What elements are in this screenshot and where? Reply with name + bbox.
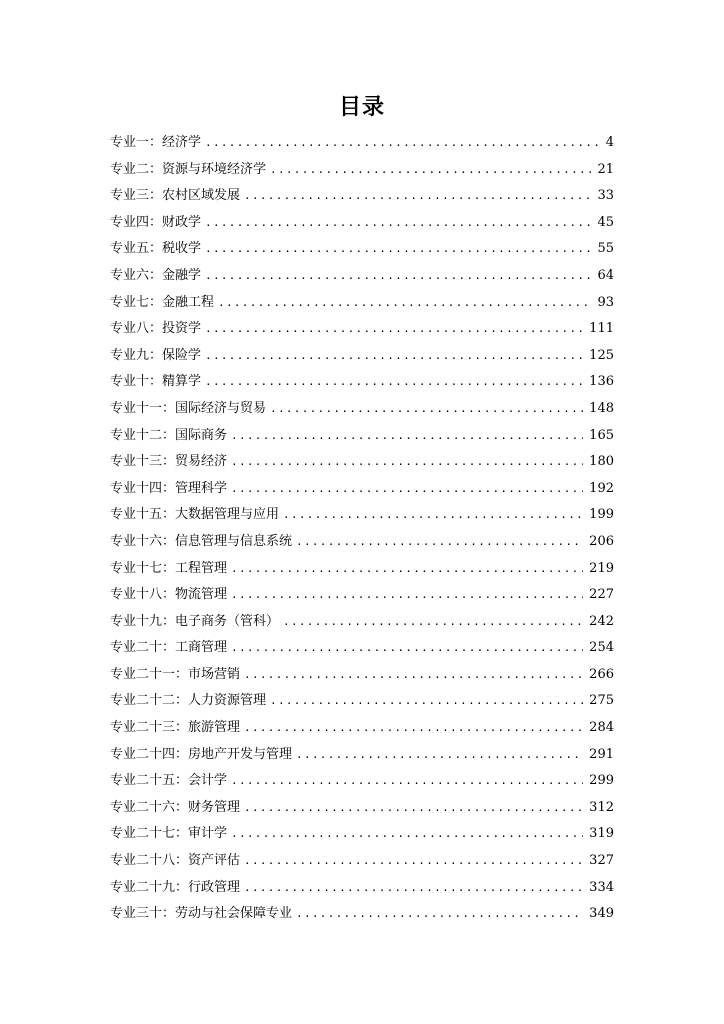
toc-entry-page-number: 206	[589, 533, 614, 549]
toc-entry-page-number: 4	[605, 135, 614, 150]
toc-dot-leader	[244, 875, 583, 902]
toc-entry-page-number: 266	[589, 666, 614, 682]
toc-dot-leader	[244, 795, 583, 822]
toc-entry-page-number: 136	[589, 374, 614, 390]
toc-entry-label: 专业五：税收学	[110, 241, 202, 257]
toc-entry-page-number: 254	[589, 640, 614, 656]
toc-entry-label: 专业十：精算学	[110, 374, 202, 390]
toc-entry-label: 专业十一：国际经济与贸易	[110, 400, 267, 416]
toc-entry-label: 专业十八：物流管理	[110, 587, 228, 603]
toc-dot-leader	[205, 210, 591, 237]
toc-dot-leader	[205, 130, 600, 157]
toc-entry-page-number: 275	[589, 693, 614, 709]
toc-entry-page-number: 291	[589, 746, 614, 762]
toc-entry-label: 专业二十三：旅游管理	[110, 720, 241, 736]
toc-entry[interactable]	[110, 795, 614, 822]
toc-dot-leader	[231, 635, 583, 662]
toc-dot-leader	[283, 609, 583, 636]
toc-entry-page-number: 284	[589, 720, 614, 736]
toc-dot-leader	[231, 423, 583, 450]
toc-entry-page-number: 148	[589, 400, 614, 416]
toc-entry-label: 专业二十六：财务管理	[110, 799, 241, 815]
toc-dot-leader	[205, 263, 591, 290]
toc-entry[interactable]	[110, 263, 614, 290]
toc-entry-page-number: 192	[589, 480, 614, 496]
toc-entry[interactable]	[110, 715, 614, 742]
toc-entry-page-number: 180	[589, 454, 614, 470]
toc-entry[interactable]	[110, 742, 614, 769]
toc-entry-page-number: 219	[589, 560, 614, 576]
toc-dot-leader	[231, 821, 583, 848]
toc-entry[interactable]	[110, 343, 614, 370]
toc-entry-page-number: 334	[589, 879, 614, 895]
toc-list	[110, 130, 614, 928]
toc-entry-page-number: 242	[589, 613, 614, 629]
toc-dot-leader	[231, 582, 583, 609]
toc-entry[interactable]	[110, 768, 614, 795]
toc-entry-label: 专业二十五：会计学	[110, 773, 228, 789]
toc-dot-leader	[244, 715, 583, 742]
toc-entry-page-number: 199	[589, 507, 614, 523]
toc-entry-label: 专业三：农村区域发展	[110, 188, 241, 204]
toc-entry[interactable]	[110, 901, 614, 928]
toc-entry[interactable]	[110, 688, 614, 715]
toc-dot-leader	[244, 183, 591, 210]
toc-entry[interactable]	[110, 609, 614, 636]
toc-entry-label: 专业七：金融工程	[110, 294, 215, 310]
toc-entry-label: 专业一：经济学	[110, 135, 202, 150]
toc-entry-label: 专业四：财政学	[110, 214, 202, 230]
toc-entry-label: 专业十三：贸易经济	[110, 454, 228, 470]
toc-entry-page-number: 93	[597, 294, 614, 310]
toc-entry[interactable]	[110, 476, 614, 503]
toc-entry-label: 专业二：资源与环境经济学	[110, 161, 267, 177]
toc-dot-leader	[231, 476, 583, 503]
toc-entry[interactable]	[110, 875, 614, 902]
toc-entry[interactable]	[110, 236, 614, 263]
toc-entry[interactable]	[110, 396, 614, 423]
toc-entry-page-number: 165	[589, 427, 614, 443]
toc-dot-leader	[270, 157, 591, 184]
toc-entry[interactable]	[110, 369, 614, 396]
toc-entry[interactable]	[110, 662, 614, 689]
toc-entry[interactable]	[110, 556, 614, 583]
toc-entry[interactable]	[110, 210, 614, 237]
toc-dot-leader	[270, 396, 583, 423]
toc-entry[interactable]	[110, 290, 614, 317]
toc-title: 目录	[338, 95, 385, 120]
toc-entry-label: 专业二十四：房地产开发与管理	[110, 746, 293, 762]
toc-dot-leader	[205, 236, 591, 263]
toc-dot-leader	[296, 901, 583, 928]
toc-entry-label: 专业十二：国际商务	[110, 427, 228, 443]
toc-entry[interactable]	[110, 821, 614, 848]
toc-entry[interactable]	[110, 130, 614, 157]
toc-dot-leader	[231, 556, 583, 583]
toc-entry-page-number: 227	[589, 587, 614, 603]
toc-entry-label: 专业十五：大数据管理与应用	[110, 507, 280, 523]
toc-entry[interactable]	[110, 183, 614, 210]
toc-dot-leader	[244, 662, 583, 689]
toc-entry-page-number: 312	[589, 799, 614, 815]
toc-entry-page-number: 33	[597, 188, 614, 204]
toc-dot-leader	[244, 848, 583, 875]
toc-dot-leader	[283, 502, 583, 529]
toc-entry[interactable]	[110, 529, 614, 556]
toc-entry[interactable]	[110, 582, 614, 609]
toc-entry[interactable]	[110, 635, 614, 662]
toc-entry-label: 专业三十：劳动与社会保障专业	[110, 906, 293, 922]
toc-entry-page-number: 45	[597, 214, 614, 230]
toc-entry[interactable]	[110, 502, 614, 529]
toc-entry-label: 专业二十九：行政管理	[110, 879, 241, 895]
toc-entry-label: 专业十七：工程管理	[110, 560, 228, 576]
toc-entry-page-number: 111	[589, 321, 614, 337]
toc-entry-page-number: 299	[589, 773, 614, 789]
toc-entry-page-number: 125	[589, 347, 614, 363]
toc-entry-label: 专业二十：工商管理	[110, 640, 228, 656]
toc-entry-page-number: 64	[597, 267, 614, 283]
toc-dot-leader	[205, 343, 583, 370]
toc-entry-page-number: 55	[597, 241, 614, 257]
toc-dot-leader	[231, 449, 583, 476]
toc-entry-page-number: 21	[597, 161, 614, 177]
toc-entry[interactable]	[110, 449, 614, 476]
toc-dot-leader	[218, 290, 591, 317]
toc-dot-leader	[270, 688, 583, 715]
toc-entry-label: 专业九：保险学	[110, 347, 202, 363]
toc-entry-page-number: 327	[589, 853, 614, 869]
toc-entry-page-number: 319	[589, 826, 614, 842]
toc-dot-leader	[296, 529, 583, 556]
toc-entry[interactable]	[110, 423, 614, 450]
toc-entry-label: 专业十九：电子商务（管科）	[110, 613, 280, 629]
toc-entry-page-number: 349	[589, 906, 614, 922]
toc-entry-label: 专业八：投资学	[110, 321, 202, 337]
toc-entry-label: 专业十六：信息管理与信息系统	[110, 533, 293, 549]
toc-entry[interactable]	[110, 157, 614, 184]
toc-entry-label: 专业六：金融学	[110, 267, 202, 283]
toc-entry[interactable]	[110, 316, 614, 343]
toc-entry-label: 专业十四：管理科学	[110, 480, 228, 496]
toc-entry-label: 专业二十一：市场营销	[110, 666, 241, 682]
toc-entry-label: 专业二十八：资产评估	[110, 853, 241, 869]
toc-entry-label: 专业二十七：审计学	[110, 826, 228, 842]
toc-dot-leader	[296, 742, 583, 769]
toc-dot-leader	[205, 316, 583, 343]
toc-dot-leader	[231, 768, 583, 795]
toc-entry-label: 专业二十二：人力资源管理	[110, 693, 267, 709]
toc-entry[interactable]	[110, 848, 614, 875]
toc-dot-leader	[205, 369, 583, 396]
